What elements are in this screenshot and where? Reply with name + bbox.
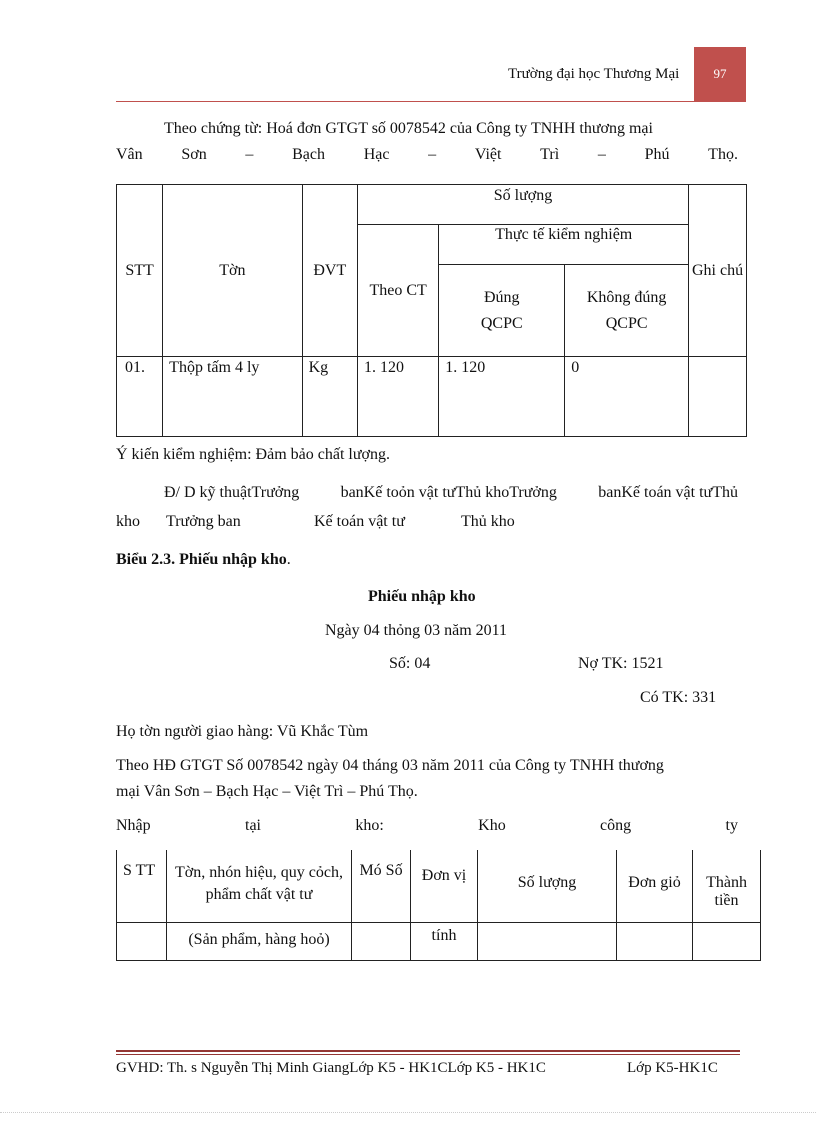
- header-divider: [116, 101, 746, 102]
- word: Kho: [478, 817, 506, 834]
- col-actual: Thực tế kiểm nghiệm: [439, 225, 689, 265]
- cell-name: Thộp tấm 4 ly: [163, 357, 302, 437]
- col-per-doc: Theo CT: [357, 225, 438, 357]
- col-amount: Thành tiền: [693, 850, 761, 922]
- col-stt: STT: [117, 185, 163, 357]
- receipt-number: Số: 04: [389, 655, 431, 672]
- col-price: Đơn giỏ: [617, 850, 693, 922]
- receipt-invoice-line-1: Theo HĐ GTGT Số 0078542 ngày 04 tháng 03 năm 2011 của Công ty TNHH thương: [116, 757, 664, 774]
- cell-per-doc: 1. 120: [357, 357, 438, 437]
- word: Phú: [644, 146, 670, 163]
- cell-empty: [693, 922, 761, 960]
- exhibit-heading: [116, 551, 291, 569]
- col-note: Ghi chú: [689, 185, 747, 357]
- signatures-line-1: [164, 484, 738, 502]
- exhibit-suffix: .: [286, 551, 291, 568]
- word: Trì: [540, 146, 560, 163]
- receipt-title: Phiếu nhập kho: [368, 588, 476, 605]
- receipt-deliverer: Họ tờn người giao hàng: Vũ Khắc Tùm: [116, 723, 369, 740]
- receipt-credit: Có TK: 331: [640, 689, 717, 706]
- cell-empty: [117, 922, 167, 960]
- footer-rule-thin: [116, 1054, 740, 1055]
- receipt-debit: Nợ TK: 1521: [578, 655, 664, 672]
- col-unit: Đơn vị: [411, 850, 478, 922]
- footer-right: Lớp K5-HK1C: [627, 1060, 718, 1076]
- footer-left: GVHD: Th. s Nguyễn Thị Minh GiangLớp K5 - HK1CLớp K5 - HK1C: [116, 1060, 546, 1076]
- cell-empty: [352, 922, 411, 960]
- page-number-badge: 97: [694, 47, 746, 101]
- cell-note: [689, 357, 747, 437]
- word: Bạch: [292, 146, 325, 163]
- word: –: [597, 146, 606, 163]
- footer-rule: [116, 1050, 740, 1052]
- col-name: Tờn: [163, 185, 302, 357]
- receipt-date: Ngày 04 thỏng 03 năm 2011: [325, 622, 508, 639]
- page-bottom-edge: [0, 1112, 816, 1113]
- word: Nhập: [116, 817, 151, 834]
- col-correct: Đúng QCPC: [439, 265, 565, 357]
- sig-text: banKế toỏn vật tưThủ khoTrưởng: [340, 484, 557, 501]
- cell-unit: tính: [411, 922, 478, 960]
- col-stt: S TT: [117, 850, 167, 922]
- receipt-table: [116, 850, 761, 961]
- cell-stt: 01.: [117, 357, 163, 437]
- col-code: Mó Số: [352, 850, 411, 922]
- word: Hạc: [363, 146, 390, 163]
- sig-kho: kho: [116, 513, 140, 530]
- inspection-opinion: Ý kiến kiểm nghiệm: Đảm bảo chất lượng.: [116, 446, 390, 463]
- col-name: Tờn, nhón hiệu, quy cỏch, phẩm chất vật tư: [167, 850, 352, 922]
- sig-text: Đ/ D kỹ thuậtTrưởng: [164, 484, 300, 501]
- intro-line-2: [116, 146, 738, 164]
- exhibit-label: Biểu 2.3. Phiếu nhập kho: [116, 551, 287, 568]
- word: tại: [245, 817, 261, 834]
- col-quantity: Số lượng: [478, 850, 617, 922]
- word: Việt: [474, 146, 502, 163]
- cell-correct: 1. 120: [439, 357, 565, 437]
- word: kho:: [355, 817, 384, 834]
- word: công: [600, 817, 632, 834]
- sig-truong-ban: Trưởng ban: [166, 513, 241, 530]
- word: –: [245, 146, 254, 163]
- word: ty: [725, 817, 738, 834]
- col-incorrect: Không đúng QCPC: [565, 265, 689, 357]
- col-unit: ĐVT: [302, 185, 357, 357]
- cell-name: (Sản phẩm, hàng hoỏ): [167, 922, 352, 960]
- header-school: Trường đại học Thương Mại: [508, 66, 680, 82]
- col-quantity: Số lượng: [357, 185, 688, 225]
- word: Thọ.: [708, 146, 738, 163]
- intro-line-1: Theo chứng từ: Hoá đơn GTGT số 0078542 của Công ty TNHH thương mại: [164, 120, 653, 137]
- word: Vân: [116, 146, 143, 163]
- word: –: [428, 146, 437, 163]
- sig-text: banKế toán vật tưThủ: [598, 484, 738, 501]
- sig-ke-toan: Kế toán vật tư: [314, 513, 405, 530]
- word: Sơn: [181, 146, 207, 163]
- cell-unit: Kg: [302, 357, 357, 437]
- inspection-table: [116, 184, 747, 437]
- cell-incorrect: 0: [565, 357, 689, 437]
- receipt-invoice-line-2: mại Vân Sơn – Bạch Hạc – Việt Trì – Phú Thọ.: [116, 783, 418, 800]
- cell-empty: [478, 922, 617, 960]
- receipt-warehouse: [116, 817, 738, 835]
- cell-empty: [617, 922, 693, 960]
- sig-thu-kho: Thủ kho: [461, 513, 515, 530]
